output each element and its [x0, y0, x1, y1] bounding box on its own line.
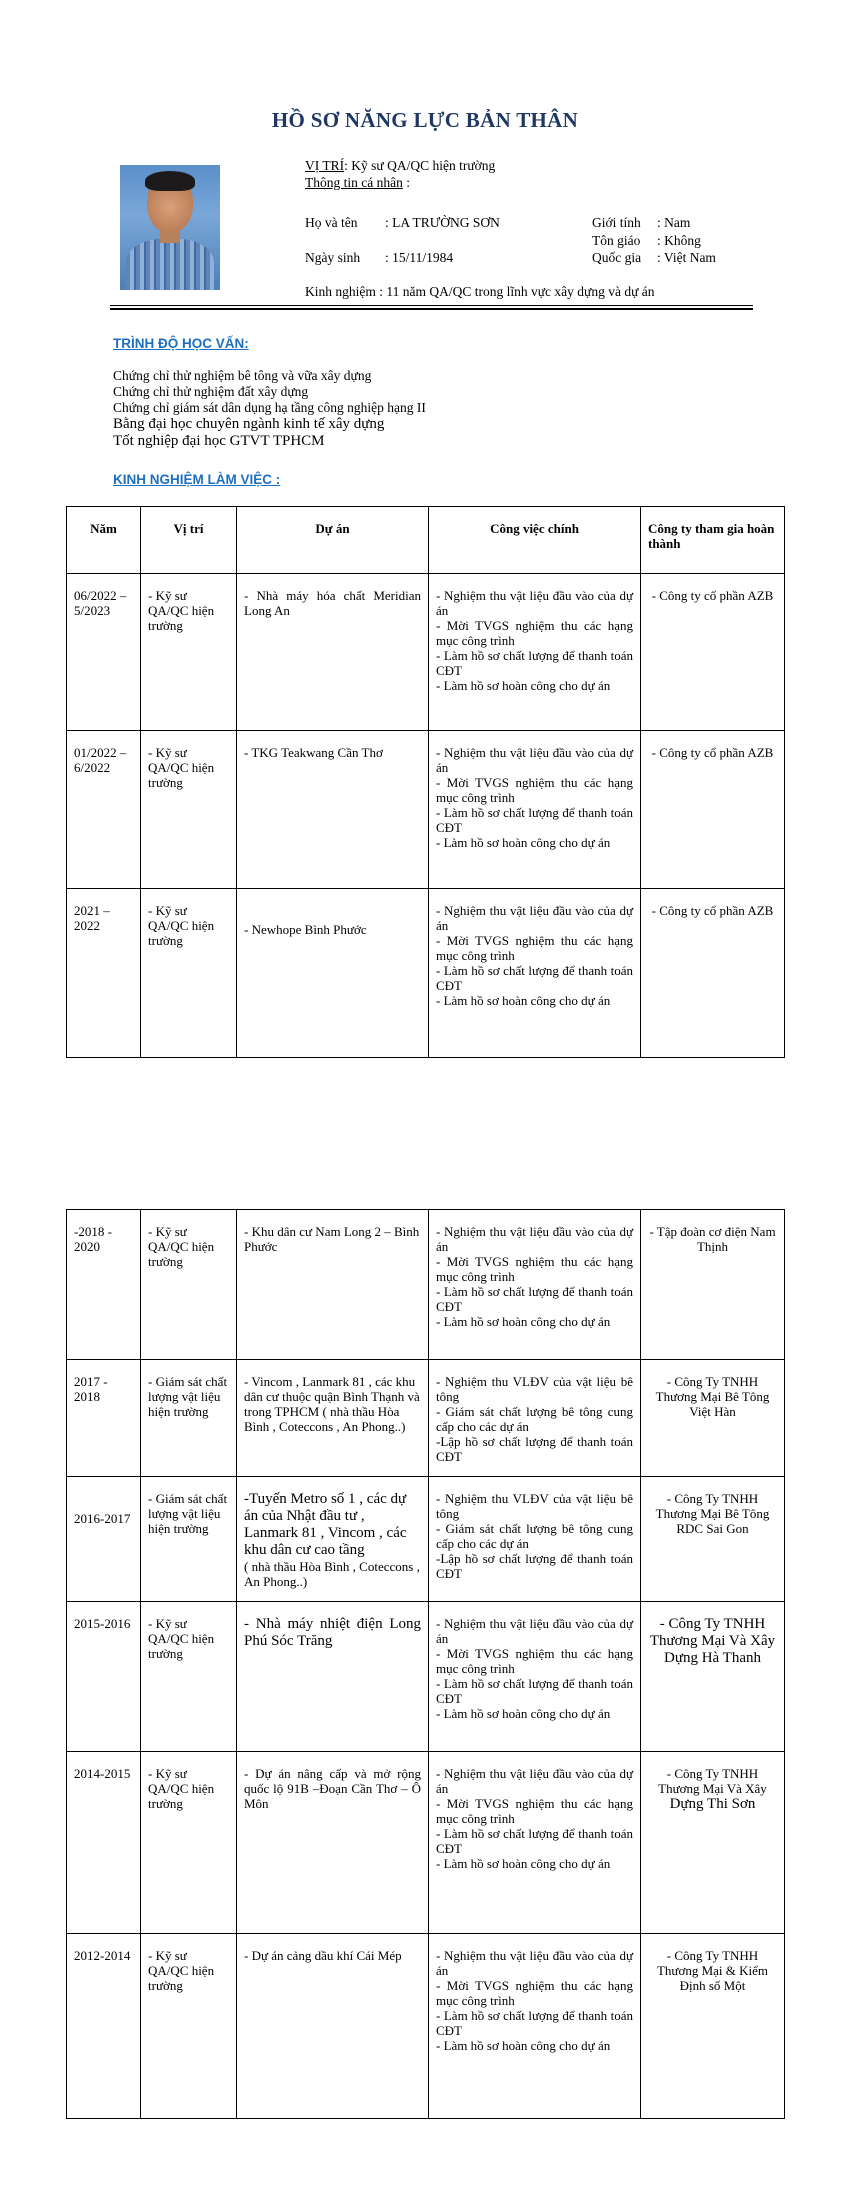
- table-row: 2015-2016 - Kỹ sư QA/QC hiện trường - Nhà máy nhiệt điện Long Phú Sóc Trăng - Nghiệm thu vật liệu đầu vào của dự án - Mời TVGS nghiệm thu các hạng mục công trình - Làm hồ sơ chất lượng để thanh toán CĐT - Làm hồ sơ hoàn công cho dự án - Công Ty TNHH Thương Mại Và Xây Dựng Hà Thanh: [67, 1602, 785, 1752]
- religion-value: : Không: [657, 233, 701, 248]
- work-table-continued: [66, 1209, 785, 2119]
- gender-value: : Nam: [657, 215, 691, 230]
- table-row: 2012-2014 - Kỹ sư QA/QC hiện trường - Dự án cảng dầu khí Cái Mép - Nghiệm thu vật liệu đầu vào của dự án - Mời TVGS nghiệm thu các hạng mục công trình - Làm hồ sơ chất lượng để thanh toán CĐT - Làm hồ sơ hoàn công cho dự án - Công Ty TNHH Thương Mại & Kiểm Định số Một: [67, 1934, 785, 2119]
- col-header-position: Vị trí: [141, 507, 237, 574]
- table-row: 2014-2015 - Kỹ sư QA/QC hiện trường - Dự án nâng cấp và mở rộng quốc lộ 91B –Đoạn Cần Thơ – Ô Môn - Nghiệm thu vật liệu đầu vào của dự án - Mời TVGS nghiệm thu các hạng mục công trình - Làm hồ sơ chất lượng để thanh toán CĐT - Làm hồ sơ hoàn công cho dự án - Công Ty TNHH Thương Mại Và Xây Dựng Thi Sơn: [67, 1752, 785, 1934]
- work-heading: KINH NGHIỆM LÀM VIỆC :: [113, 472, 281, 487]
- education-item: Chứng chỉ thử nghiệm bê tông và vữa xây dựng: [113, 368, 372, 383]
- page-title: HỒ SƠ NĂNG LỰC BẢN THÂN: [271, 108, 579, 132]
- name-value: : LA TRƯỜNG SƠN: [385, 215, 500, 230]
- education-heading: TRÌNH ĐỘ HỌC VẤN:: [113, 336, 249, 351]
- table-header-row: [67, 507, 785, 574]
- name-label: Họ và tên: [305, 215, 358, 230]
- table-row: -2018 - 2020 - Kỹ sư QA/QC hiện trường - Khu dân cư Nam Long 2 – Bình Phước - Nghiệm thu vật liệu đầu vào của dự án - Mời TVGS nghiệm thu các hạng mục công trình - Làm hồ sơ chất lượng để thanh toán CĐT - Làm hồ sơ hoàn công cho dự án - Tập đoàn cơ điện Nam Thịnh: [67, 1210, 785, 1360]
- header-divider-thick: [110, 308, 753, 310]
- col-header-year: Năm: [67, 507, 141, 574]
- education-item: Chứng chỉ giám sát dân dụng hạ tầng công nghiệp hạng II: [113, 400, 426, 415]
- personal-info-line: Thông tin cá nhân :: [305, 175, 410, 190]
- col-header-company: Công ty tham gia hoàn thành: [641, 507, 785, 574]
- table-row: 01/2022 – 6/2022 - Kỹ sư QA/QC hiện trường - TKG Teakwang Cần Thơ - Nghiệm thu vật liệu đầu vào của dự án - Mời TVGS nghiệm thu các hạng mục công trình - Làm hồ sơ chất lượng để thanh toán CĐT - Làm hồ sơ hoàn công cho dự án - Công ty cổ phần AZB: [67, 731, 785, 889]
- table-row: 2021 – 2022 - Kỹ sư QA/QC hiện trường - Newhope Bình Phước - Nghiệm thu vật liệu đầu vào của dự án - Mời TVGS nghiệm thu các hạng mục công trình - Làm hồ sơ chất lượng để thanh toán CĐT - Làm hồ sơ hoàn công cho dự án - Công ty cổ phần AZB: [67, 889, 785, 1058]
- table-row: 06/2022 – 5/2023 - Kỹ sư QA/QC hiện trường - Nhà máy hóa chất Meridian Long An - Nghiệm thu vật liệu đầu vào của dự án - Mời TVGS nghiệm thu các hạng mục công trình - Làm hồ sơ chất lượng để thanh toán CĐT - Làm hồ sơ hoàn công cho dự án - Công ty cổ phần AZB: [67, 574, 785, 731]
- education-item: Chứng chỉ thử nghiệm đất xây dựng: [113, 384, 309, 399]
- experience-summary: Kinh nghiệm : 11 năm QA/QC trong lĩnh vực xây dựng và dự án: [305, 284, 655, 299]
- table-row: 2016-2017 - Giám sát chất lượng vật liệu hiện trường -Tuyến Metro số 1 , các dự án của Nhật đầu tư , Lanmark 81 , Vincom , các khu dân cư cao tầng ( nhà thầu Hòa Bình , Coteccons , An Phong..) - Nghiệm thu VLĐV của vật liệu bê tông - Giám sát chất lượng bê tông cung cấp cho các dự án -Lập hồ sơ chất lượng để thanh toán CĐT - Công Ty TNHH Thương Mại Bê Tông RDC Sai Gon: [67, 1477, 785, 1602]
- position-value: : Kỹ sư QA/QC hiện trường: [344, 158, 496, 173]
- table-row: 2017 - 2018 - Giám sát chất lượng vật liệu hiện trường - Vincom , Lanmark 81 , các khu dân cư thuộc quận Bình Thạnh và trong TPHCM ( nhà thầu Hòa Bình , Coteccons , An Phong..) - Nghiệm thu VLĐV của vật liệu bê tông - Giám sát chất lượng bê tông cung cấp cho các dự án -Lập hồ sơ chất lượng để thanh toán CĐT - Công Ty TNHH Thương Mại Bê Tông Việt Hàn: [67, 1360, 785, 1477]
- personal-info-label: Thông tin cá nhân: [305, 175, 403, 190]
- education-list: [113, 368, 426, 450]
- work-table: [66, 506, 785, 1058]
- header-divider: [110, 305, 753, 306]
- education-item: Bằng đại học chuyên ngành kinh tế xây dựng: [113, 416, 385, 432]
- nationality-label: Quốc gia: [592, 250, 642, 265]
- position-label: VỊ TRÍ: [305, 158, 345, 173]
- col-header-duties: Công việc chính: [429, 507, 641, 574]
- profile-photo: [120, 165, 220, 290]
- col-header-project: Dự án: [237, 507, 429, 574]
- nationality-value: : Việt Nam: [657, 250, 716, 265]
- gender-label: Giới tính: [592, 215, 641, 230]
- education-item: Tốt nghiệp đại học GTVT TPHCM: [113, 433, 325, 449]
- dob-label: Ngày sinh: [305, 250, 361, 265]
- dob-value: : 15/11/1984: [385, 250, 454, 265]
- religion-label: Tôn giáo: [592, 233, 641, 248]
- position-line: [305, 157, 495, 174]
